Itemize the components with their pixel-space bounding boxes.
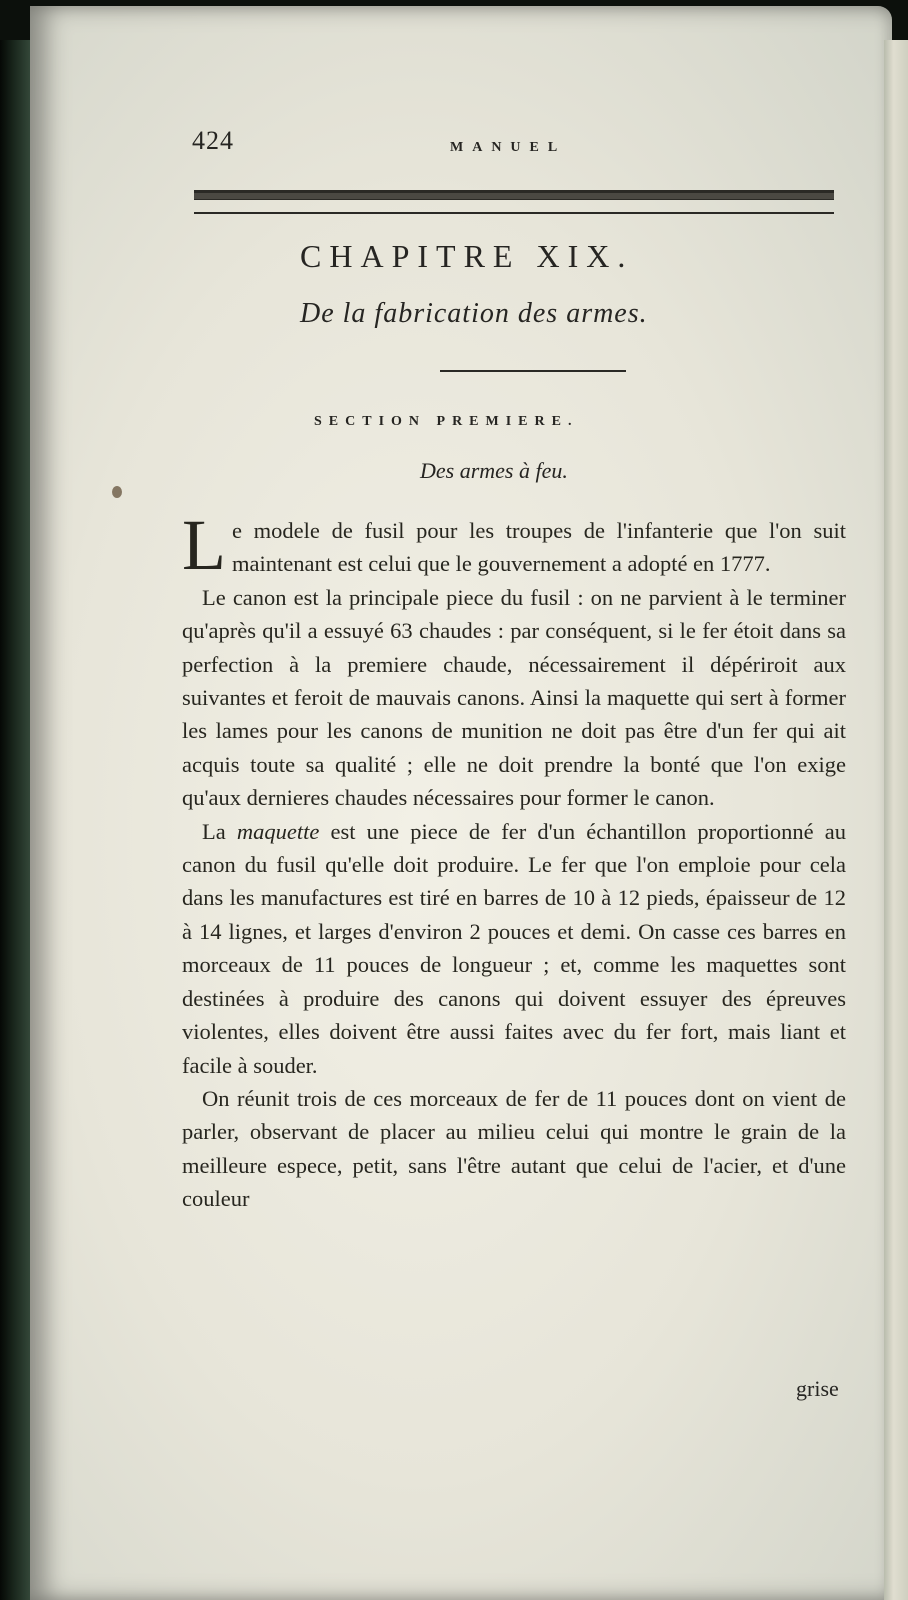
page-fore-edge — [884, 40, 908, 1600]
section-subtitle: Des armes à feu. — [420, 458, 568, 483]
catchword: grise — [796, 1376, 839, 1401]
paragraph-3-rest: est une piece de fer d'un échantillon proportionné au canon du fusil qu'elle doit produire. Le fer que l'on emploie pour cela dans les manufactures est tiré en barres de 10 à 12 pieds, épaisseur de 12 à 14 lignes, et larges d'environ 2 pouces et demi. On casse ces barres en morceaux de 11 pouces de longueur ; et, comme les maquettes sont destinées à produire des canons qui doivent essuyer des épreuves violentes, elles doivent être aussi faites avec du fer fort, mais liant et facile à souder. — [182, 818, 846, 1078]
section-heading: SECTION PREMIERE. — [314, 414, 579, 429]
drop-cap: L — [182, 505, 226, 585]
book-page — [30, 6, 892, 1600]
paragraph-2: Le canon est la principale piece du fusil : on ne parvient à le terminer qu'après qu'il a essuyé 63 chaudes : par conséquent, si le fer étoit dans sa perfection à la premiere chaude, nécessairement il dépériroit aux suivantes et feroit de mauvais canons. Ainsi la maquette qui sert à former les lames pour les canons de munition ne doit pas être d'un fer qui ait acquis toute sa qualité ; elle ne doit prendre la bonté que l'on exige qu'aux dernieres chaudes nécessaires pour former le canon. — [182, 584, 846, 811]
paragraph-1-text: e modele de fusil pour les troupes de l'infanterie que l'on suit maintenant est celui que le gouvernement a adopté en 1777. — [231, 518, 846, 577]
paragraph-3-italic: maquette — [236, 818, 320, 844]
chapter-heading: CHAPITRE XIX. — [300, 238, 634, 274]
header-rule-thick — [194, 190, 834, 200]
body-text — [182, 505, 846, 1216]
header-rule-thin — [194, 212, 834, 214]
chapter-divider — [440, 370, 626, 372]
running-title: MANUEL — [450, 140, 567, 155]
page-content — [30, 6, 892, 1600]
paragraph-3-start: La — [202, 818, 237, 844]
paragraph-4: On réunit trois de ces morceaux de fer de 11 pouces dont on vient de parler, observant de placer au milieu celui qui montre le grain de la meilleure espece, petit, sans l'être autant que celui de l'acier, et d'une couleur — [182, 1085, 846, 1212]
paragraph-1 — [182, 505, 846, 585]
page-number: 424 — [192, 126, 234, 155]
book-spine — [0, 40, 34, 1600]
chapter-subtitle: De la fabrication des armes. — [300, 298, 648, 329]
paragraph-3 — [182, 815, 846, 1082]
